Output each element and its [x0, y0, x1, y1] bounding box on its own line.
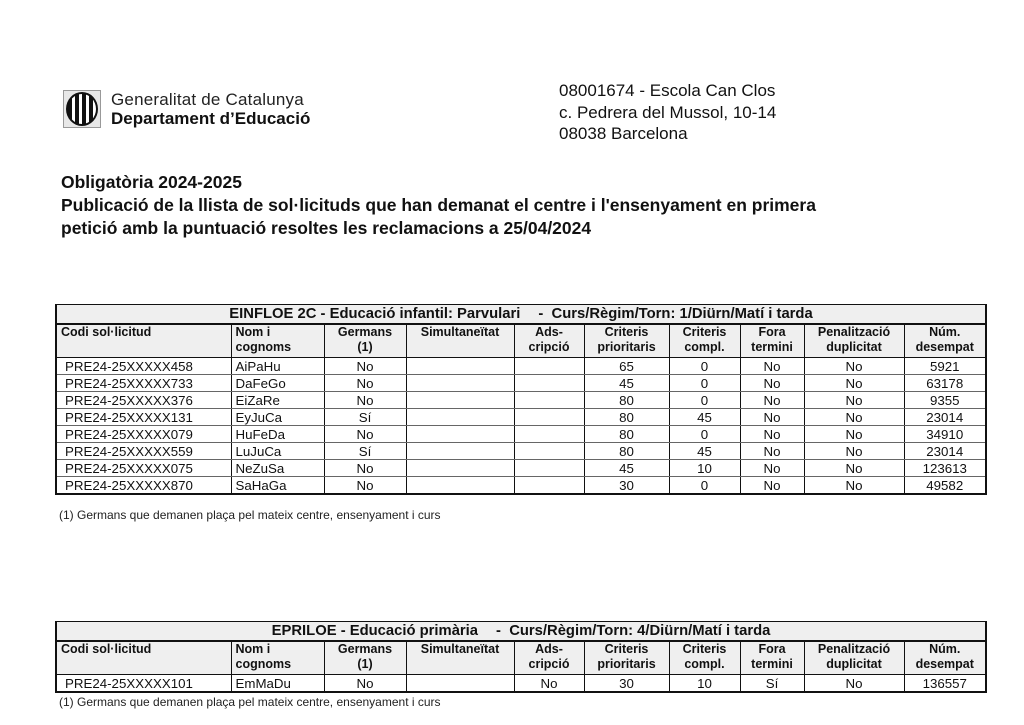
cell-complementaris: 0 [669, 358, 740, 375]
cell-codi: PRE24-25XXXXX559 [56, 443, 231, 460]
cell-penalitzacio: No [804, 409, 904, 426]
cell-germans: No [324, 460, 406, 477]
cell-codi: PRE24-25XXXXX079 [56, 426, 231, 443]
cell-complementaris: 0 [669, 477, 740, 495]
table-row [56, 675, 986, 693]
col-header-penalitzacio: Penalització duplicitat [804, 641, 904, 675]
logo-line-department: Departament d’Educació [111, 108, 311, 128]
cell-adscripcio [514, 426, 584, 443]
cell-penalitzacio: No [804, 426, 904, 443]
col-header-adscripcio: Ads- cripció [514, 641, 584, 675]
cell-germans: Sí [324, 409, 406, 426]
cell-simultaneitat [406, 460, 514, 477]
cell-complementaris: 10 [669, 460, 740, 477]
cell-prioritaris: 80 [584, 409, 669, 426]
col-header-penalitzacio: Penalització duplicitat [804, 324, 904, 358]
caption-regime: Curs/Règim/Torn: 1/Diürn/Matí i tarda [551, 306, 813, 322]
cell-nom: AiPaHu [231, 358, 324, 375]
col-header-nom: Nom i cognoms [231, 641, 324, 675]
cell-prioritaris: 80 [584, 426, 669, 443]
cell-germans: No [324, 477, 406, 495]
cell-nom: LuJuCa [231, 443, 324, 460]
cell-fora-termini: No [740, 426, 804, 443]
cell-desempat: 34910 [904, 426, 986, 443]
cell-codi: PRE24-25XXXXX458 [56, 358, 231, 375]
logo-line-generalitat: Generalitat de Catalunya [111, 89, 304, 109]
cell-prioritaris: 80 [584, 443, 669, 460]
applications-table-primaria [55, 621, 987, 693]
cell-desempat: 23014 [904, 409, 986, 426]
cell-prioritaris: 30 [584, 477, 669, 495]
cell-prioritaris: 45 [584, 375, 669, 392]
cell-penalitzacio: No [804, 375, 904, 392]
footnote-germans: (1) Germans que demanen plaça pel mateix centre, ensenyament i curs [59, 508, 441, 522]
cell-nom: NeZuSa [231, 460, 324, 477]
col-header-nom: Nom i cognoms [231, 324, 324, 358]
table-header-row [56, 324, 986, 358]
caption-course: EINFLOE 2C - Educació infantil: Parvulari [229, 306, 521, 322]
cell-fora-termini: Sí [740, 675, 804, 693]
col-header-simultaneitat: Simultaneïtat [406, 641, 514, 675]
cell-simultaneitat [406, 675, 514, 693]
table-row [56, 426, 986, 443]
col-header-adscripcio: Ads- cripció [514, 324, 584, 358]
table-row [56, 460, 986, 477]
col-header-desempat: Núm. desempat [904, 324, 986, 358]
col-header-simultaneitat: Simultaneïtat [406, 324, 514, 358]
cell-simultaneitat [406, 426, 514, 443]
cell-complementaris: 10 [669, 675, 740, 693]
cell-nom: DaFeGo [231, 375, 324, 392]
school-name: 08001674 - Escola Can Clos [559, 81, 776, 100]
cell-fora-termini: No [740, 392, 804, 409]
cell-penalitzacio: No [804, 443, 904, 460]
table-row [56, 375, 986, 392]
table-header-row [56, 641, 986, 675]
cell-simultaneitat [406, 443, 514, 460]
title-description-1: Publicació de la llista de sol·licituds que han demanat el centre i l'ensenyament en primera [61, 195, 816, 215]
cell-simultaneitat [406, 358, 514, 375]
cell-fora-termini: No [740, 443, 804, 460]
cell-prioritaris: 80 [584, 392, 669, 409]
cell-complementaris: 0 [669, 392, 740, 409]
title-description-2: petició amb la puntuació resoltes les reclamacions a 25/04/2024 [61, 218, 592, 238]
cell-germans: No [324, 358, 406, 375]
cell-adscripcio [514, 358, 584, 375]
cell-nom: EiZaRe [231, 392, 324, 409]
cell-codi: PRE24-25XXXXX075 [56, 460, 231, 477]
cell-penalitzacio: No [804, 477, 904, 495]
cell-penalitzacio: No [804, 392, 904, 409]
col-header-fora-termini: Fora termini [740, 324, 804, 358]
col-header-desempat: Núm. desempat [904, 641, 986, 675]
school-street: c. Pedrera del Mussol, 10-14 [559, 102, 777, 122]
cell-germans: No [324, 675, 406, 693]
school-address [559, 80, 776, 145]
cell-fora-termini: No [740, 460, 804, 477]
cell-nom: EyJuCa [231, 409, 324, 426]
col-header-complementaris: Criteris compl. [669, 641, 740, 675]
col-header-germans: Germans (1) [324, 324, 406, 358]
cell-codi: PRE24-25XXXXX733 [56, 375, 231, 392]
cell-penalitzacio: No [804, 675, 904, 693]
cell-simultaneitat [406, 409, 514, 426]
cell-fora-termini: No [740, 375, 804, 392]
col-header-prioritaris: Criteris prioritaris [584, 324, 669, 358]
title-year: Obligatòria 2024-2025 [61, 172, 242, 192]
cell-adscripcio [514, 443, 584, 460]
cell-codi: PRE24-25XXXXX101 [56, 675, 231, 693]
generalitat-emblem-icon [63, 90, 101, 128]
cell-adscripcio [514, 375, 584, 392]
caption-course: EPRILOE - Educació primària [271, 623, 479, 639]
table-row [56, 443, 986, 460]
cell-desempat: 9355 [904, 392, 986, 409]
cell-adscripcio [514, 409, 584, 426]
cell-complementaris: 0 [669, 426, 740, 443]
cell-desempat: 23014 [904, 443, 986, 460]
cell-prioritaris: 65 [584, 358, 669, 375]
cell-adscripcio: No [514, 675, 584, 693]
cell-germans: No [324, 392, 406, 409]
table-row [56, 477, 986, 495]
cell-prioritaris: 30 [584, 675, 669, 693]
cell-simultaneitat [406, 375, 514, 392]
cell-fora-termini: No [740, 477, 804, 495]
cell-prioritaris: 45 [584, 460, 669, 477]
cell-desempat: 63178 [904, 375, 986, 392]
col-header-codi: Codi sol·licitud [56, 641, 231, 675]
cell-adscripcio [514, 460, 584, 477]
footnote-germans: (1) Germans que demanen plaça pel mateix centre, ensenyament i curs [59, 695, 441, 709]
cell-complementaris: 0 [669, 375, 740, 392]
cell-penalitzacio: No [804, 460, 904, 477]
cell-germans: No [324, 375, 406, 392]
applications-table-infantil [55, 304, 987, 495]
cell-desempat: 5921 [904, 358, 986, 375]
col-header-codi: Codi sol·licitud [56, 324, 231, 358]
cell-nom: EmMaDu [231, 675, 324, 693]
cell-simultaneitat [406, 477, 514, 495]
table-row [56, 409, 986, 426]
cell-codi: PRE24-25XXXXX376 [56, 392, 231, 409]
cell-codi: PRE24-25XXXXX131 [56, 409, 231, 426]
generalitat-logo [63, 90, 310, 128]
table-row [56, 392, 986, 409]
cell-complementaris: 45 [669, 443, 740, 460]
page-title [61, 171, 961, 240]
caption-regime: Curs/Règim/Torn: 4/Diürn/Matí i tarda [509, 623, 771, 639]
cell-simultaneitat [406, 392, 514, 409]
col-header-prioritaris: Criteris prioritaris [584, 641, 669, 675]
cell-desempat: 123613 [904, 460, 986, 477]
table-caption: EINFLOE 2C - Educació infantil: Parvulari - Curs/Règim/Torn: 1/Diürn/Matí i tarda [56, 305, 986, 325]
col-header-germans: Germans (1) [324, 641, 406, 675]
cell-desempat: 49582 [904, 477, 986, 495]
cell-fora-termini: No [740, 409, 804, 426]
cell-adscripcio [514, 477, 584, 495]
cell-nom: SaHaGa [231, 477, 324, 495]
cell-germans: No [324, 426, 406, 443]
col-header-complementaris: Criteris compl. [669, 324, 740, 358]
school-city: 08038 Barcelona [559, 124, 688, 143]
cell-complementaris: 45 [669, 409, 740, 426]
col-header-fora-termini: Fora termini [740, 641, 804, 675]
table-row [56, 358, 986, 375]
cell-germans: Sí [324, 443, 406, 460]
table-caption: EPRILOE - Educació primària - Curs/Règim/Torn: 4/Diürn/Matí i tarda [56, 622, 986, 642]
cell-codi: PRE24-25XXXXX870 [56, 477, 231, 495]
cell-adscripcio [514, 392, 584, 409]
cell-fora-termini: No [740, 358, 804, 375]
cell-penalitzacio: No [804, 358, 904, 375]
cell-nom: HuFeDa [231, 426, 324, 443]
cell-desempat: 136557 [904, 675, 986, 693]
